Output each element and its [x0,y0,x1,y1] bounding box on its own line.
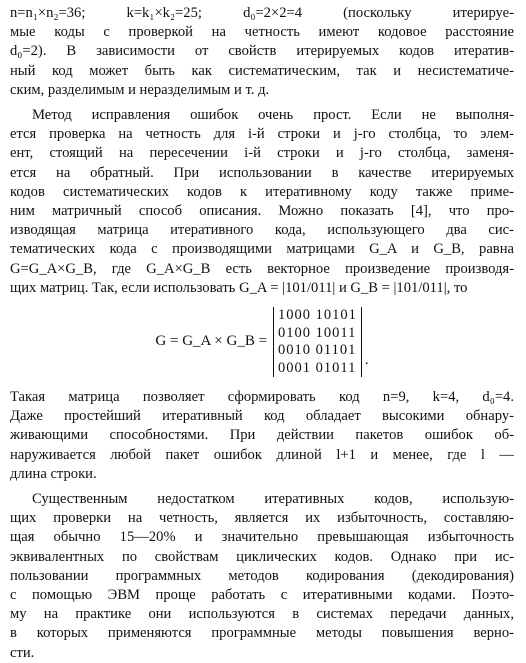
text-line: длина строки. [10,465,97,482]
text-line: щая обычно 15—20% и значительно превышающая избыточность [10,529,514,546]
text-line: в которых применяются программные методы повышения верно- [10,625,514,642]
text-line: ется проверка на четность для i-й строки и j-го столбца, то элем- [10,126,514,143]
text-line: мые коды с проверкой на четность имеют кодовое расстояние [10,24,514,41]
text-line: наруживается любой пакет ошибок длиной l+1 и менее, где l — [10,446,514,463]
text-line: d₀=2). В зависимости от свойств итерируемых кодов итератив- [10,43,514,60]
text-line: кодов систематических кодов к итеративному коду также приме- [10,183,514,200]
matrix-equation [10,304,514,380]
text-line: ент, стоящий на пересечении i-й строки и j-го столбца, заменя- [10,145,514,162]
text-line: тематических кода с производящими матрицами G_A и G_B, равна [10,241,514,258]
text-line: изводящая матрица итеративного кода, использующего два сис- [10,222,514,239]
text-line: щих проверки на четность, является их избыточность, составляю- [10,510,514,527]
text-line: n=n₁×n₂=36; k=k₁×k₂=25; d₀=2×2=4 (поскольку итерируе- [10,5,514,21]
matrix-row: 1000 10101 [278,307,357,324]
equation-lhs: G = G_A × G_B = [155,333,268,350]
text-line: живающими способностями. При действии пакетов ошибок об- [10,427,514,444]
matrix-row: 0001 01011 [278,359,357,376]
equation-end: . [364,351,369,368]
text-line: Существенным недостатком итеративных кодов, использую- [32,491,514,508]
text-line: щих матриц. Так, если использовать G_A = |101/011| и G_B = |101/011|, то [10,279,468,296]
matrix-row: 0010 01101 [278,342,357,359]
text-line: ним матричный способ описания. Можно показать [4], что про- [10,203,514,220]
text-line: сти. [10,644,35,661]
text-line: эквивалентных по свойствам циклических кодов. Однако при ис- [10,548,514,565]
text-line: Даже простейший итеративный код обладает высокими обнару- [10,408,514,425]
text-line: му на практике они используются в системах передачи данных, [10,606,514,623]
paragraph-3 [10,388,514,484]
text-line: ется на обратный. При использовании в качестве итерируемых [10,164,514,181]
text-line: ный код может быть как систематическим, так и несистематиче- [10,62,514,79]
paragraph-2 [10,106,514,298]
text-line: Метод исправления ошибок очень прост. Если не выполня- [32,107,514,124]
text-line: Такая матрица позволяет сформировать код n=9, k=4, d₀=4. [10,389,514,406]
text-line: с помощью ЭВМ проще работать с итеративными кодами. Поэто- [10,587,514,604]
matrix-g [273,307,362,377]
paragraph-1 [10,4,514,100]
paragraph-4 [10,490,514,663]
matrix-row: 0100 10011 [278,324,357,341]
text-line: G=G_A×G_B, где G_A×G_B есть векторное произведение производя- [10,260,514,277]
text-line: пользовании программных методов кодирования (декодирования) [10,567,514,584]
text-line: ским, разделимым и неразделимым и т. д. [10,81,270,98]
